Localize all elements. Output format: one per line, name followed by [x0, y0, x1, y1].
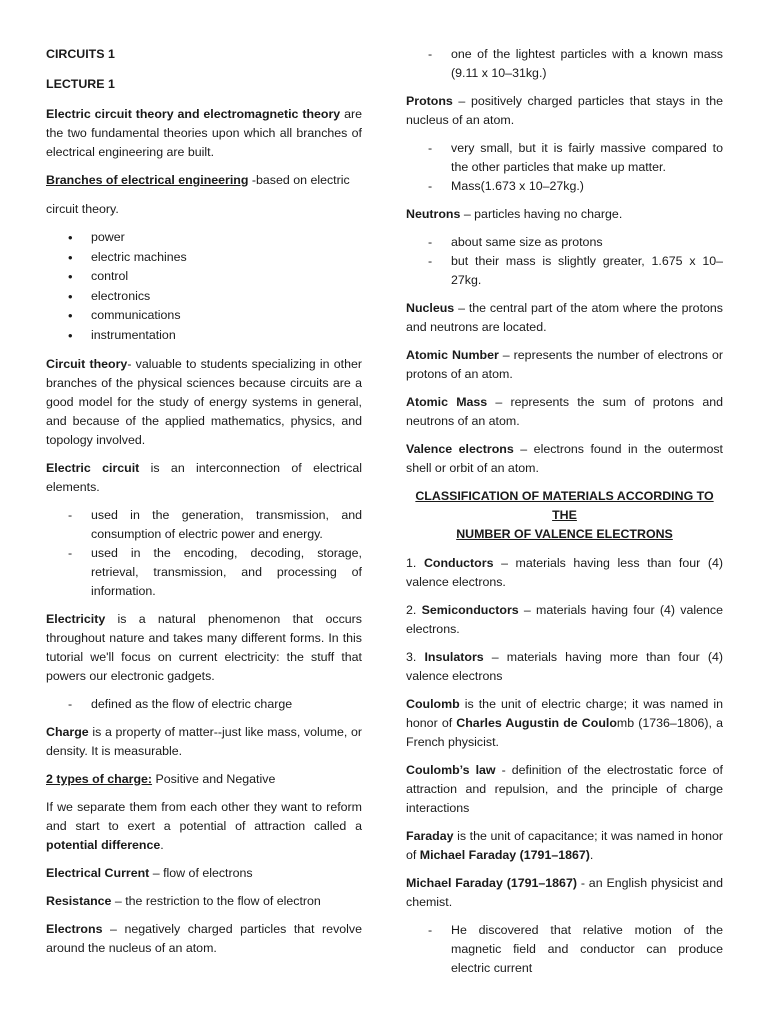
list-item: - but their mass is slightly greater, 1.675 x 10–27kg.: [406, 252, 723, 290]
name-faraday: Michael Faraday (1791–1867): [419, 848, 590, 862]
charge-types-values: Positive and Negative: [152, 771, 276, 786]
paragraph-nucleus: [406, 299, 723, 337]
term-charge-types: 2 types of charge:: [46, 771, 153, 786]
neutrons-details-list: [406, 233, 723, 290]
definition-coulombs-law: - definition of the electrostatic force of attraction and repulsion, and the principle of charge interactions: [406, 763, 723, 815]
paragraph-electrons: [46, 920, 362, 958]
term-faraday: Faraday: [406, 829, 454, 843]
definition-valence-electrons: – electrons found in the outermost shell or orbit of an atom.: [406, 442, 723, 475]
term-electricity: Electricity: [46, 611, 106, 626]
electricity-definition-list: [46, 695, 362, 714]
paragraph-coulombs-law: [406, 761, 723, 818]
left-column: [46, 45, 362, 967]
period: .: [589, 848, 594, 862]
paragraph-faraday: [406, 827, 723, 865]
term-protons: Protons: [406, 94, 453, 108]
paragraph-conductors: [406, 554, 723, 592]
electric-circuit-uses: [46, 506, 362, 601]
item-number: 2.: [406, 603, 422, 617]
term-valence-electrons: Valence electrons: [406, 442, 514, 456]
electrons-details-list: [406, 45, 723, 83]
term-coulomb: Coulomb: [406, 697, 460, 711]
faraday-details-list: [406, 921, 723, 978]
definition-insulators: – materials having more than four (4) valence electrons: [406, 650, 723, 683]
term-semiconductors: Semiconductors: [421, 603, 519, 617]
list-item: • instrumentation: [46, 326, 362, 346]
lecture-title: LECTURE 1: [46, 77, 115, 91]
definition-atomic-number: – represents the number of electrons or protons of an atom.: [406, 348, 723, 381]
paragraph-atomic-mass: [406, 393, 723, 431]
paragraph-electricity: [46, 610, 362, 686]
definition-electricity: is a natural phenomenon that occurs throughout nature and takes many different forms. In this tutorial we'll focus on current electricity: the stuff that powers our electronic gadgets.: [46, 611, 362, 683]
paragraph-protons: [406, 92, 723, 130]
term-neutrons: Neutrons: [406, 207, 461, 221]
definition-electrons: – negatively charged particles that revolve around the nucleus of an atom.: [46, 921, 362, 955]
paragraph-circuit-theory: [46, 355, 362, 450]
period: .: [160, 837, 164, 852]
paragraph-valence-electrons: [406, 440, 723, 478]
term-charge: Charge: [46, 724, 89, 739]
list-item: - used in the encoding, decoding, storage, retrieval, transmission, and processing of information.: [46, 544, 362, 601]
name-coulomb: Charles Augustin de Coulo: [456, 716, 617, 730]
paragraph-neutrons: [406, 205, 723, 224]
term-branches: Branches of electrical engineering: [46, 173, 249, 187]
item-number: 3.: [406, 650, 425, 664]
term-conductors: Conductors: [423, 556, 494, 570]
term-potential-difference: potential difference: [46, 837, 161, 852]
term-insulators: Insulators: [424, 650, 484, 664]
list-item: - Mass(1.673 x 10–27kg.): [406, 177, 723, 196]
term-resistance: Resistance: [46, 893, 112, 908]
definition-protons: – positively charged particles that stays in the nucleus of an atom.: [406, 94, 723, 127]
paragraph-charge: [46, 723, 362, 761]
definition-theories: are the two fundamental theories upon which all branches of electrical engineering are built.: [46, 107, 362, 159]
list-item: - defined as the flow of electric charge: [46, 695, 362, 714]
paragraph-charge-types: [46, 770, 362, 789]
list-item: - He discovered that relative motion of the magnetic field and conductor can produce electric current: [406, 921, 723, 978]
paragraph-coulomb: [406, 695, 723, 752]
term-atomic-number: Atomic Number: [406, 348, 499, 362]
definition-coulomb: is the unit of electric charge; it was named in honor of: [406, 697, 723, 730]
definition-resistance: – the restriction to the flow of electron: [111, 893, 321, 908]
list-item: • electric machines: [46, 248, 362, 268]
coulomb-dates: mb (1736–1806), a French physicist.: [406, 716, 723, 749]
item-number: 1.: [406, 556, 424, 570]
definition-nucleus: – the central part of the atom where the protons and neutrons are located.: [406, 301, 723, 334]
branches-intro-line2: circuit theory.: [46, 202, 119, 216]
definition-michael-faraday: - an English physicist and chemist.: [406, 876, 723, 909]
term-coulombs-law: Coulomb’s law: [406, 763, 496, 777]
list-item: - very small, but it is fairly massive compared to the other particles that make up matter.: [406, 139, 723, 177]
term-atomic-mass: Atomic Mass: [406, 395, 488, 409]
list-item: - used in the generation, transmission, and consumption of electric power and energy.: [46, 506, 362, 544]
term-electric-circuit: Electric circuit: [46, 460, 140, 475]
term-michael-faraday: Michael Faraday (1791–1867): [406, 876, 577, 890]
term-circuit-theory: Circuit theory: [46, 356, 128, 371]
definition-electrical-current: – flow of electrons: [149, 865, 253, 880]
course-title: CIRCUITS 1: [46, 47, 115, 61]
paragraph-michael-faraday: [406, 874, 723, 912]
classification-heading-line1: CLASSIFICATION OF MATERIALS ACCORDING TO THE: [415, 489, 714, 522]
list-item: • communications: [46, 306, 362, 326]
paragraph-resistance: [46, 892, 362, 911]
term-electrons: Electrons: [46, 921, 103, 936]
list-item: - about same size as protons: [406, 233, 723, 252]
potential-difference-text: If we separate them from each other they want to reform and start to exert a potential of attraction called a: [46, 799, 362, 833]
definition-semiconductors: – materials having four (4) valence electrons.: [406, 603, 723, 636]
paragraph-insulators: [406, 648, 723, 686]
term-theories: Electric circuit theory and electromagnetic theory: [46, 107, 341, 121]
classification-heading: [406, 487, 723, 544]
list-item: - one of the lightest particles with a known mass (9.11 x 10–31kg.): [406, 45, 723, 83]
definition-faraday: is the unit of capacitance; it was named in honor of: [406, 829, 723, 862]
definition-atomic-mass: – represents the sum of protons and neutrons of an atom.: [406, 395, 724, 428]
list-item: • control: [46, 267, 362, 287]
paragraph-atomic-number: [406, 346, 723, 384]
paragraph-branches: [46, 171, 362, 190]
right-column: [406, 45, 723, 987]
definition-circuit-theory: - valuable to students specializing in other branches of the physical sciences because circuits are a good model for the study of energy systems in general, and because of the applied mathematics, physics, and topology involved.: [46, 356, 362, 447]
branches-intro: -based on electric: [248, 173, 350, 187]
definition-conductors: – materials having less than four (4) valence electrons.: [406, 556, 723, 589]
paragraph-electrical-current: [46, 864, 362, 883]
definition-charge: is a property of matter--just like mass, volume, or density. It is measurable.: [46, 724, 362, 758]
list-item: • electronics: [46, 287, 362, 307]
list-item: • power: [46, 228, 362, 248]
protons-details-list: [406, 139, 723, 196]
term-electrical-current: Electrical Current: [46, 865, 150, 880]
term-nucleus: Nucleus: [406, 301, 455, 315]
paragraph-potential-difference: [46, 798, 362, 855]
paragraph-theories: [46, 105, 362, 162]
classification-heading-line2: NUMBER OF VALENCE ELECTRONS: [456, 527, 673, 541]
paragraph-electric-circuit: [46, 459, 362, 497]
branches-list: [46, 228, 362, 346]
paragraph-semiconductors: [406, 601, 723, 639]
definition-electric-circuit: is an interconnection of electrical elements.: [46, 460, 362, 494]
definition-neutrons: – particles having no charge.: [460, 207, 623, 221]
